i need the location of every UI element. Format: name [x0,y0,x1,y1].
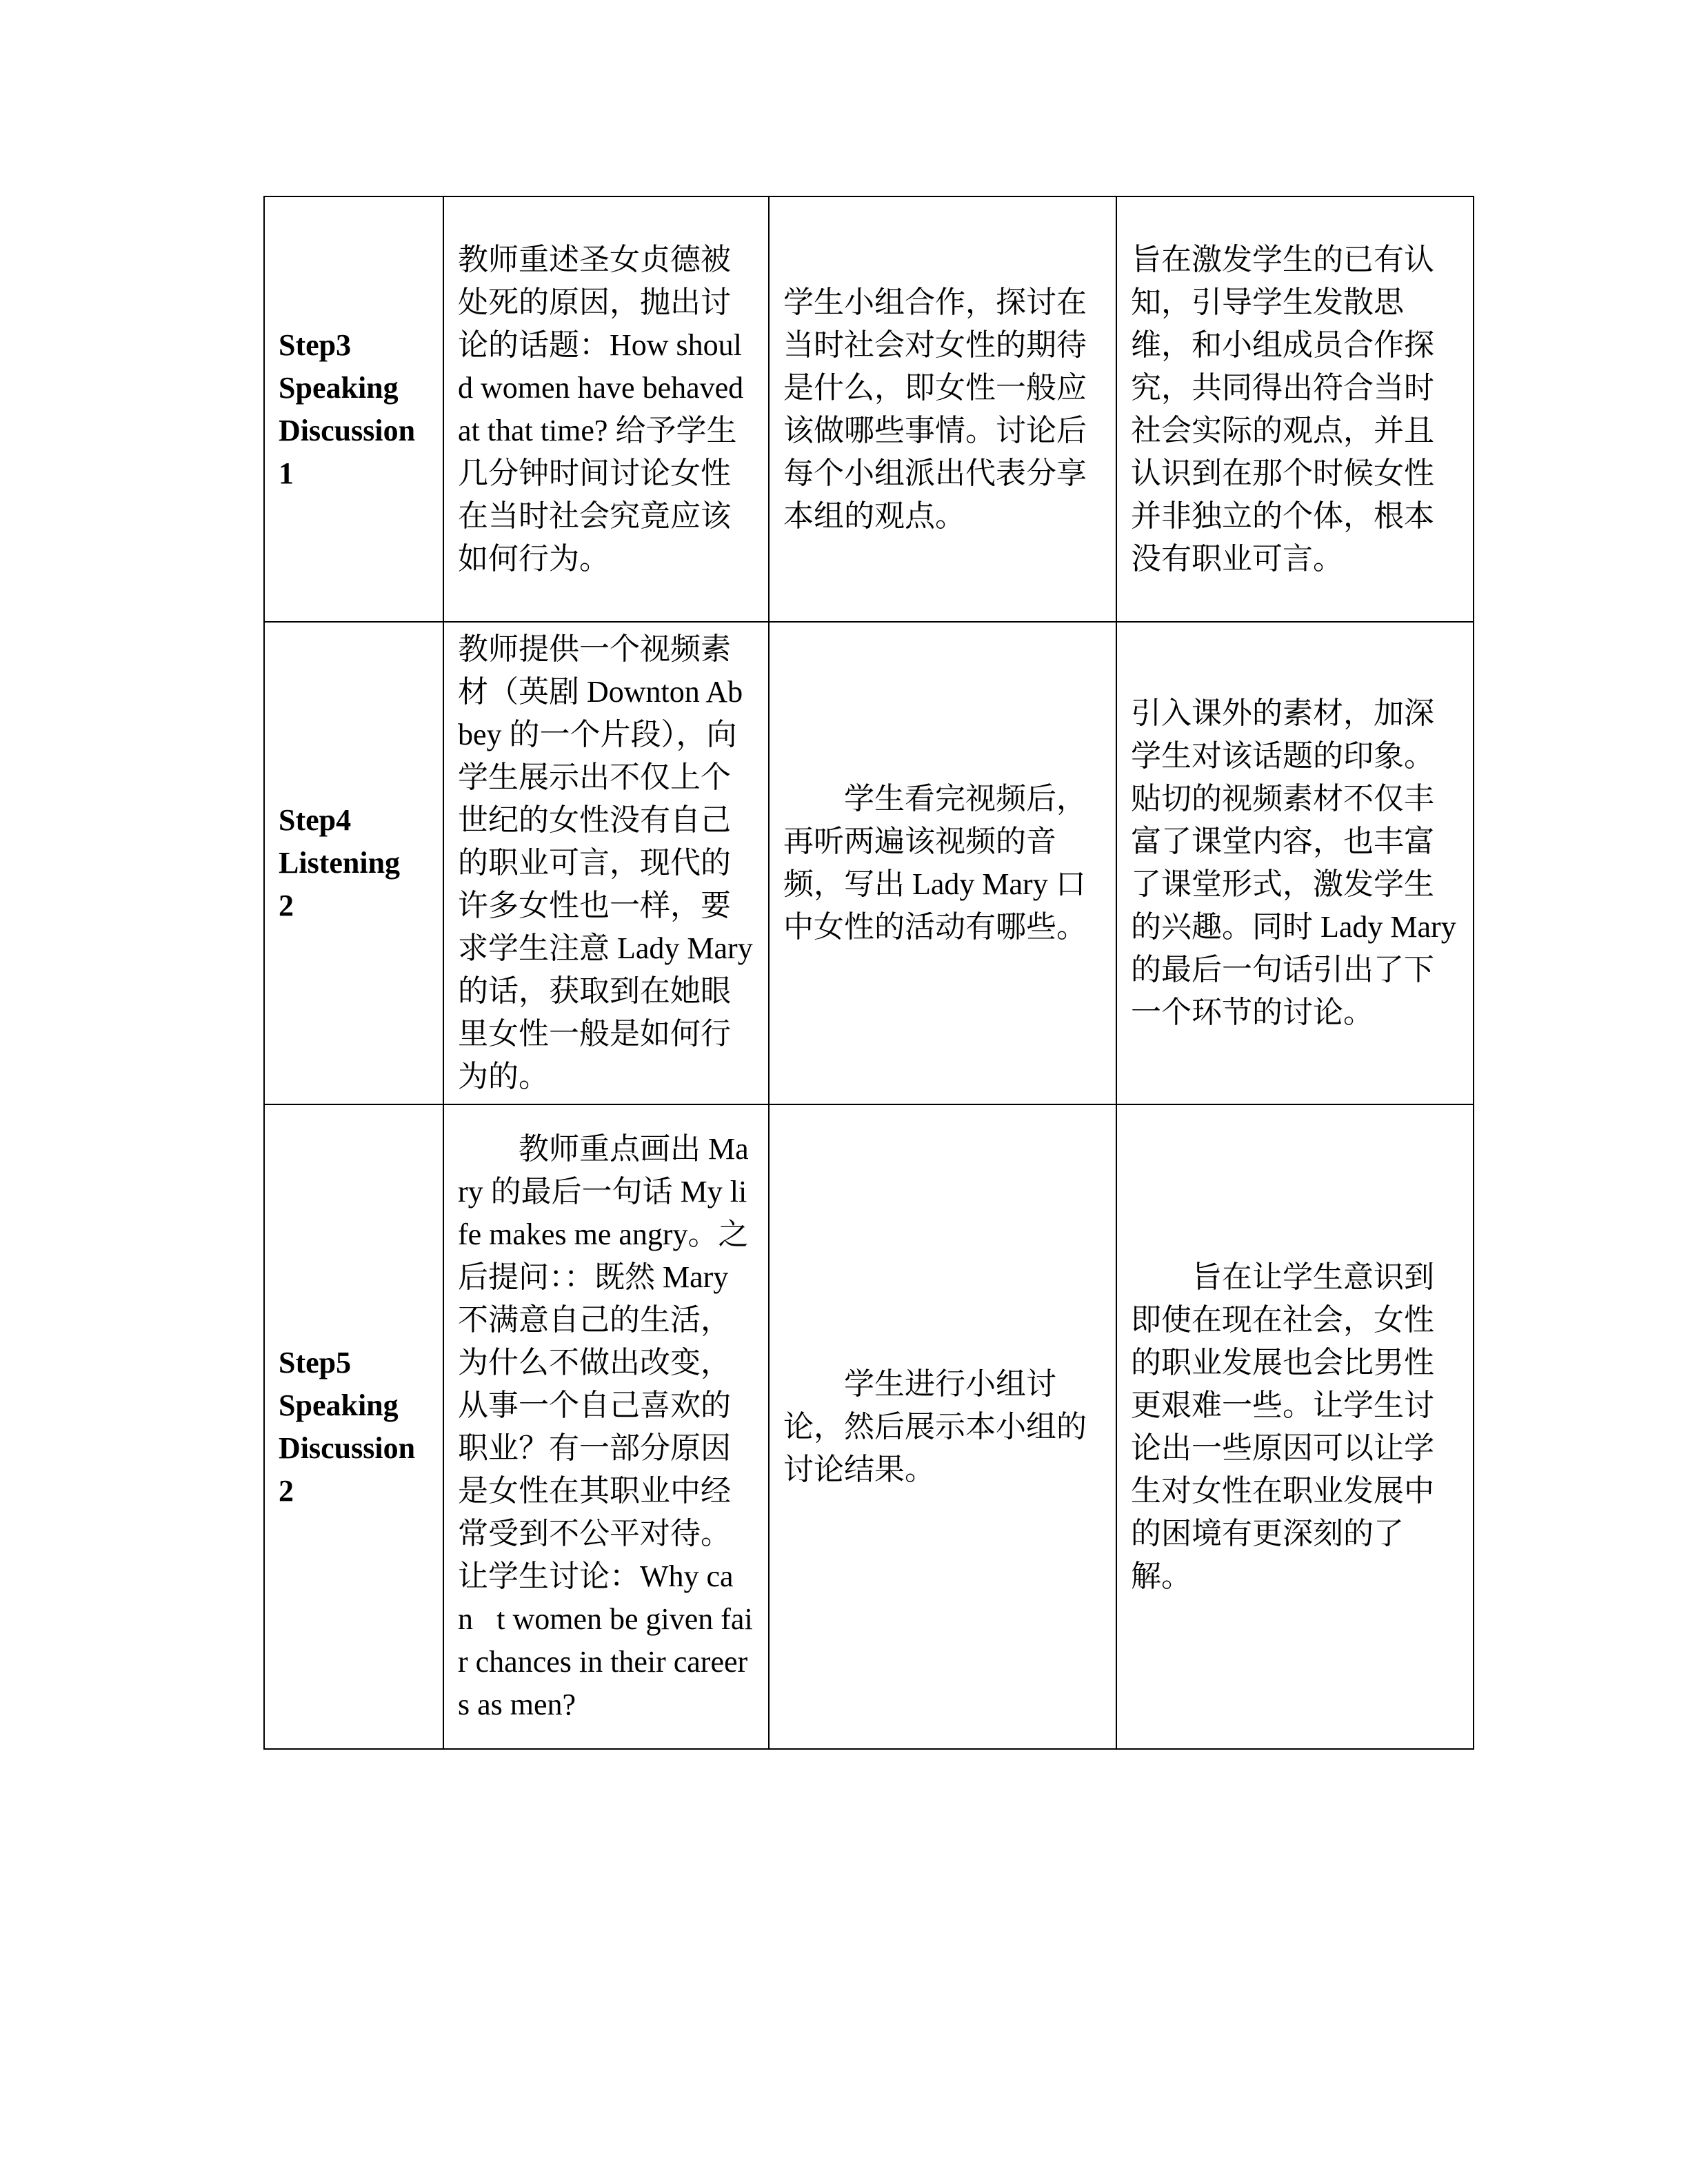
student-activity-cell: 学生进行小组讨论，然后展示本小组的讨论结果。 [769,1104,1116,1749]
table-row [264,196,1474,622]
student-activity-cell: 学生小组合作，探讨在当时社会对女性的期待是什么，即女性一般应该做哪些事情。讨论后每个小组派出代表分享本组的观点。 [769,196,1116,622]
design-purpose-cell: 旨在让学生意识到即使在现在社会，女性的职业发展也会比男性更艰难一些。让学生讨论出一些原因可以让学生对女性在职业发展中的困境有更深刻的了解。 [1116,1104,1474,1749]
step-label: 2 [279,1473,294,1508]
step-label: Speaking [279,1388,399,1422]
teacher-activity-cell: 教师提供一个视频素材（英剧 Downton Abbey 的一个片段），向学生展示出不仅上个世纪的女性没有自己的职业可言，现代的许多女性也一样，要求学生注意 Lady Mary 的话，获取到在她眼里女性一般是如何行为的。 [443,622,769,1104]
step-label: Discussion [279,1430,416,1465]
design-purpose-cell: 引入课外的素材，加深学生对该话题的印象。贴切的视频素材不仅丰富了课堂内容，也丰富了课堂形式，激发学生的兴趣。同时 Lady Mary 的最后一句话引出了下一个环节的讨论。 [1116,622,1474,1104]
step-label: Step4 [279,803,352,837]
step-label: 2 [279,889,294,922]
step-label: Listening [279,846,401,880]
step-label: Step3 [279,327,352,362]
table-row [264,622,1474,1104]
step-cell [264,622,443,1104]
table-row [264,1104,1474,1749]
step-label: Discussion [279,413,416,447]
teacher-activity-cell: 教师重述圣女贞德被处死的原因，抛出讨论的话题：How should women have behaved at that time? 给予学生几分钟时间讨论女性在当时社会究竟应该如何行为。 [443,196,769,622]
step-cell [264,196,443,622]
step-label: 1 [279,456,294,490]
teacher-activity-cell: 教师重点画出 Mary 的最后一句话 My life makes me angry。之后提问：：既然 Mary 不满意自己的生活，为什么不做出改变，从事一个自己喜欢的职业？有一部分原因是女性在其职业中经常受到不公平对待。让学生讨论：Why can t women be given fair chances in their careers as men? [443,1104,769,1749]
design-purpose-cell: 旨在激发学生的已有认知，引导学生发散思维，和小组成员合作探究，共同得出符合当时社会实际的观点，并且认识到在那个时候女性并非独立的个体，根本没有职业可言。 [1116,196,1474,622]
step-cell [264,1104,443,1749]
lesson-plan-table [263,196,1474,1750]
step-label: Speaking [279,370,399,405]
step-label: Step5 [279,1345,352,1379]
student-activity-cell: 学生看完视频后，再听两遍该视频的音频，写出 Lady Mary 口中女性的活动有哪些。 [769,622,1116,1104]
